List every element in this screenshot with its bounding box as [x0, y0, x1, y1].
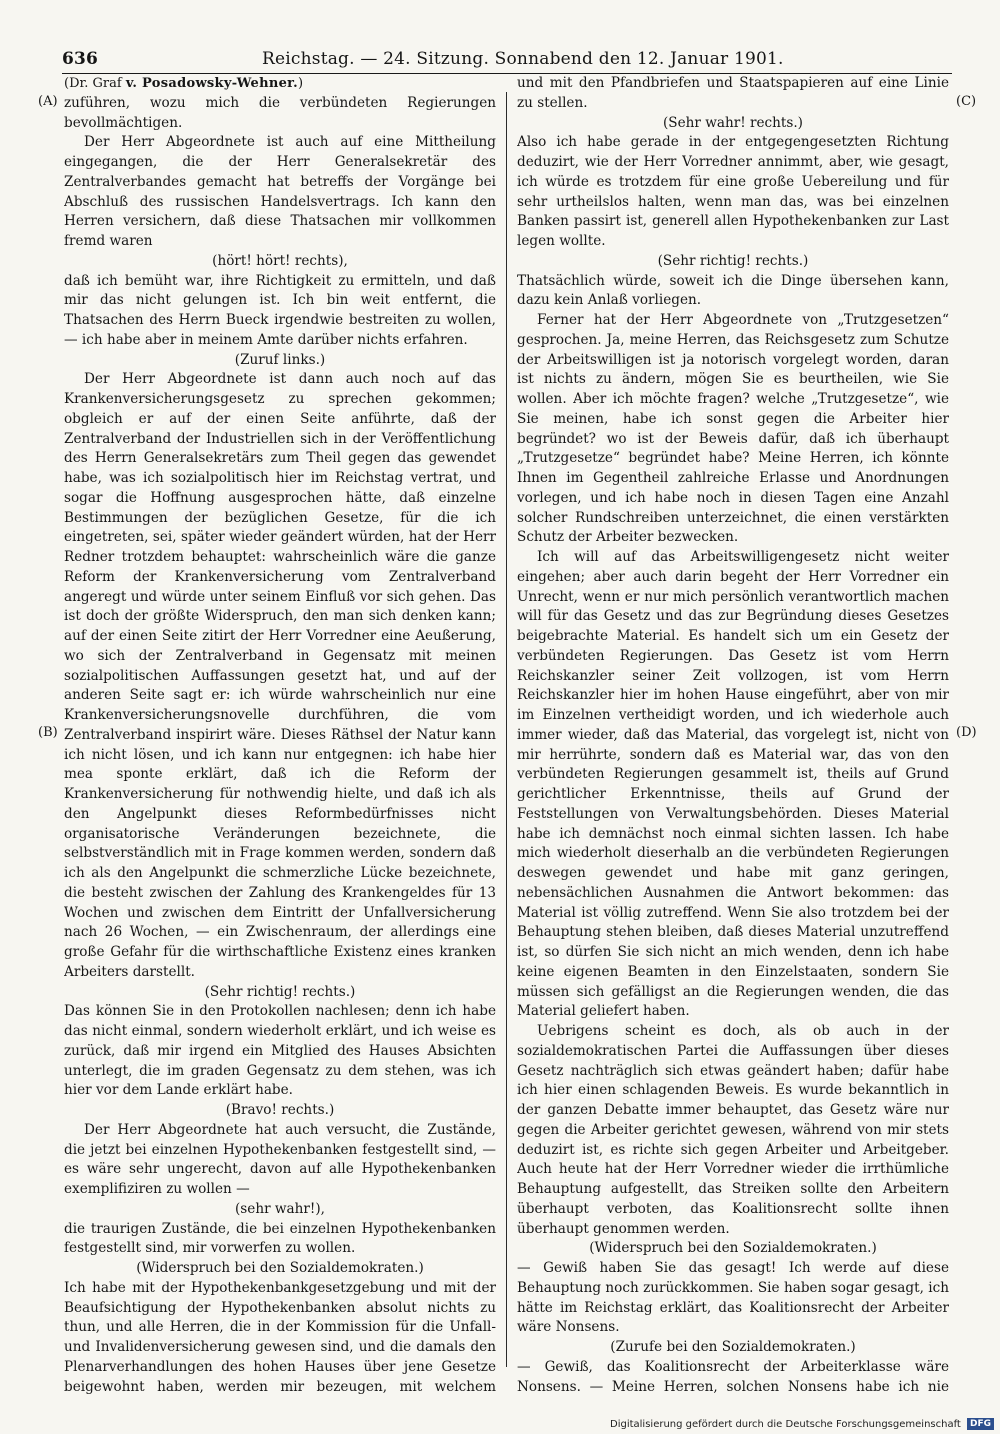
left-column [64, 74, 496, 1394]
speaker-suffix: ) [297, 76, 304, 91]
right-column [517, 74, 949, 1394]
column-divider [506, 92, 507, 1367]
speaker-prefix: (Dr. Graf [64, 76, 126, 91]
paragraph: Ich habe mit der Hypothekenbankgesetzgebung und mit der Beaufsichtigung der Hypothekenbanken absolut nichts zu thun, und alle Herren, die in der Kommission für die Unfall- und Invalidenversicherung gewesen sind, und die damals den Plenarverhandlungen des hohen Hauses über jene Gesetze beigewohnt haben, werden mir bezeugen, mit welchem [64, 1279, 496, 1394]
digitization-credit [610, 1418, 990, 1432]
paragraph: Ich will auf das Arbeitswilligengesetz nicht weiter eingehen; aber auch darin begeht der Herr Vorredner ein Unrecht, wenn er nur mich persönlich verantwortlich machen will für das Gesetz und das zur Begründung dieses Gesetzes beigebrachte Material. Es handelt sich um ein Gesetz der verbündeten Regierungen. Das Gesetz ist vom Herrn Reichskanzler seiner Zeit vollzogen, ist vom Herrn Reichskanzler hier im hohen Hause eingeführt, aber von mir im Einzelnen vertheidigt worden, und ich wiederhole auch immer wieder, daß das Material, das vorgelegt ist, nicht von mir herrührte, sondern daß es Material war, das von den verbündeten Regierungen gesammelt ist, theils auf Grund gerichtlicher Erkenntnisse, theils auf Grund der Feststellungen von Verwaltungsbehörden. Dieses Material habe ich demnächst noch einmal sichten lassen. Ich habe mich wiederholt dieserhalb an die verbündeten Regierungen deswegen gewendet und habe mit ganz geringen, nebensächlichen Ausnahmen die Antwort bekommen: das Material ist völlig zutreffend. Wenn Sie also trotzdem bei der Behauptung stehen bleiben, daß dieses Material unzutreffend ist, so dürfen Sie sich nicht an mich wenden, denn ich habe keine eigenen Beamten in den Einzelstaaten, sondern Sie müssen sich gefälligst an die Regierungen wenden, die das Material geliefert haben. [517, 549, 949, 1020]
interjection: (Sehr richtig! rechts.) [204, 983, 356, 1000]
speaker-line [64, 74, 496, 94]
paragraph: Der Herr Abgeordnete ist dann auch noch auf das Krankenversicherungsgesetz zu sprechen gekommen; obgleich er auf der einen Seite anführte, daß der Zentralverband der Industriellen sich in der Veröffentlichung des Herrn Generalsekretärs zum Theil gegen das gewendet habe, was ich sozialpolitisch hier im Reichstag vertrat, und sogar die Hoffnung ausgesprochen hätte, daß einzelne Bestimmungen der bezüglichen Gesetze, für die ich eingetreten, sei, später wieder geändert würden, hat der Herr Redner trotzdem behauptet: wahrscheinlich wäre die ganze Reform der Krankenversicherung vom Zentralverband angeregt und würde unter seinem Einfluß vor sich gehen. Das ist doch der größte Widerspruch, den man sich denken kann; auf der einen Seite zitirt der Herr Vorredner eine Aeußerung, wo sich der Zentralverband in Gegensatz mit meinen sozialpolitischen Auffassungen gesetzt hat, und auf der anderen Seite sagt er: ich würde wahrscheinlich nur eine Krankenversicherungsnovelle durchführen, die vom Zentralverband inspirirt wäre. Dieses Räthsel der Natur kann ich nicht lösen, und ich kann nur entgegnen: ich habe hier mea sponte erklärt, daß ich die Reform der Krankenversicherung für nothwendig hielte, und daß ich als den Angelpunkt dieses Reformbedürfnisses nicht organisatorische Veränderungen bezeichnete, die selbstverständlich mit in Frage kommen werden, sondern daß ich als den Angelpunkt die schmerzliche Lücke bezeichnete, die besteht zwischen der Zahlung des Krankengeldes für 13 Wochen und zwischen dem Eintritt der Unfallversicherung nach 26 Wochen, — ein Zwischenraum, der allerdings eine große Gefahr für die wirthschaftliche Existenz eines kranken Arbeiters darstellt. [64, 371, 496, 980]
paragraph: Der Herr Abgeordnete hat auch versucht, die Zustände, die jetzt bei einzelnen Hypothekenbanken festgestellt sind, — es wäre sehr ungerecht, davon auf alle Hypothekenbanken exemplifiziren zu wollen — [64, 1121, 496, 1197]
paragraph: Der Herr Abgeordnete ist auch auf eine Mittheilung eingegangen, die der Herr Generalsekretär des Zentralverbandes gemacht hat betreffs der Vorgänge bei Abschluß des russischen Handelsvertrags. Ich kann den Herren versichern, daß diese Thatsachen mir vollkommen fremd waren [64, 134, 496, 249]
interjection: (sehr wahr!), [235, 1200, 325, 1217]
paragraph: — Gewiß haben Sie das gesagt! Ich werde auf diese Behauptung noch zurückkommen. Sie haben sogar gesagt, ich hätte im Reichstag erklärt, das Koalitionsrecht der Arbeiter wäre Nonsens. [517, 1260, 949, 1336]
interjection: (Widerspruch bei den Sozialdemokraten.) [589, 1240, 877, 1257]
margin-mark-b: (B) [38, 725, 58, 740]
header-title: Reichstag. — 24. Sitzung. Sonnabend den 12. Januar 1901. [262, 49, 784, 69]
margin-mark-a: (A) [38, 94, 58, 109]
interjection: (Zuruf links.) [234, 351, 326, 368]
credit-text: Digitalisierung gefördert durch die Deutsche Forschungsgemeinschaft [610, 1419, 961, 1430]
paragraph: Uebrigens scheint es doch, als ob auch in der sozialdemokratischen Partei die Auffassungen über dieses Gesetz nachträglich sich etwas geändert haben; dafür habe ich hier einen schlagenden Beweis. Es wurde bekanntlich in der ganzen Debatte immer behauptet, das Gesetz wäre nur gegen die Arbeiter gerichtet gewesen, während von mir stets deduzirt ist, es richte sich gegen Arbeiter und Arbeitgeber. Auch heute hat der Herr Vorredner wieder die irrthümliche Behauptung aufgestellt, das Streiken sollte den Arbeitern überhaupt verboten, das Koalitionsrecht sollte ihnen überhaupt genommen werden. [517, 1023, 949, 1237]
paragraph: die traurigen Zustände, die bei einzelnen Hypothekenbanken festgestellt sind, mir vorwerfen zu wollen. [64, 1220, 496, 1257]
paragraph: Das können Sie in den Protokollen nachlesen; denn ich habe das nicht einmal, sondern wiederholt erklärt, und ich weise es zurück, daß mir irgend ein Mitglied des Hauses Absichten unterlegt, die im graden Gegensatz zu dem stehen, was ich hier vor dem Lande erklärt habe. [64, 1003, 496, 1099]
paragraph: — Gewiß, das Koalitionsrecht der Arbeiterklasse wäre Nonsens. — Meine Herren, solchen Nonsens habe ich nie [517, 1358, 949, 1394]
paragraph: Also ich habe gerade in der entgegengesetzten Richtung deduzirt, wie der Herr Vorredner annimmt, aber, wie gesagt, ich würde es trotzdem für eine große Uebereilung und für sehr urtheilslos halten, wenn man das, was bei einzelnen Banken passirt ist, generell allen Hypothekenbanken zur Last legen wollte. [517, 134, 949, 249]
interjection: (Bravo! rechts.) [225, 1102, 335, 1118]
paragraph: daß ich bemüht war, ihre Richtigkeit zu ermitteln, und daß mir das nicht gelungen ist. Ich bin weit entfernt, die Thatsachen des Herrn Bueck irgendwie bestreiten zu wollen, — ich habe aber in meinem Amte darüber nichts erfahren. [64, 272, 496, 348]
dfg-logo: DFG [967, 1418, 994, 1430]
paragraph: und mit den Pfandbriefen und Staatspapieren auf eine Linie zu stellen. [517, 75, 949, 111]
page-number: 636 [62, 49, 99, 69]
margin-mark-d: (D) [956, 725, 977, 740]
paragraph: zuführen, wozu mich die verbündeten Regierungen bevollmächtigen. [64, 94, 496, 131]
paragraph: Ferner hat der Herr Abgeordnete von „Trutzgesetzen“ gesprochen. Ja, meine Herren, das Reichsgesetz zum Schutze der Arbeitswilligen ist ja notorisch vorgelegt worden, daran ist nichts zu ändern, mögen Sie es beurtheilen, wie Sie wollen. Aber ich möchte fragen? welche „Trutzgesetze“, wie Sie meinen, habe ich sonst gegen die Arbeiter hier begründet? wo ist der Beweis dafür, daß ich überhaupt „Trutzgesetze“ begründet habe? Meine Herren, ich könnte Ihnen im Gegentheil zahlreiche Erlasse und Anordnungen vorlegen, und ich habe noch in diesen Tagen eine Anzahl solcher Rundschreiben unterzeichnet, die einen verstärkten Schutz der Arbeiter bezwecken. [517, 312, 949, 546]
paragraph: Thatsächlich würde, soweit ich die Dinge übersehen kann, dazu kein Anlaß vorliegen. [517, 272, 949, 309]
interjection: (Zurufe bei den Sozialdemokraten.) [610, 1339, 856, 1355]
speaker-name: v. Posadowsky-Wehner. [125, 76, 298, 91]
margin-mark-c: (C) [956, 94, 977, 109]
interjection: (Widerspruch bei den Sozialdemokraten.) [136, 1260, 424, 1276]
interjection: (Sehr wahr! rechts.) [663, 114, 803, 131]
interjection: (hört! hört! rechts), [212, 252, 348, 269]
interjection: (Sehr richtig! rechts.) [657, 252, 809, 269]
page-header [62, 46, 952, 72]
